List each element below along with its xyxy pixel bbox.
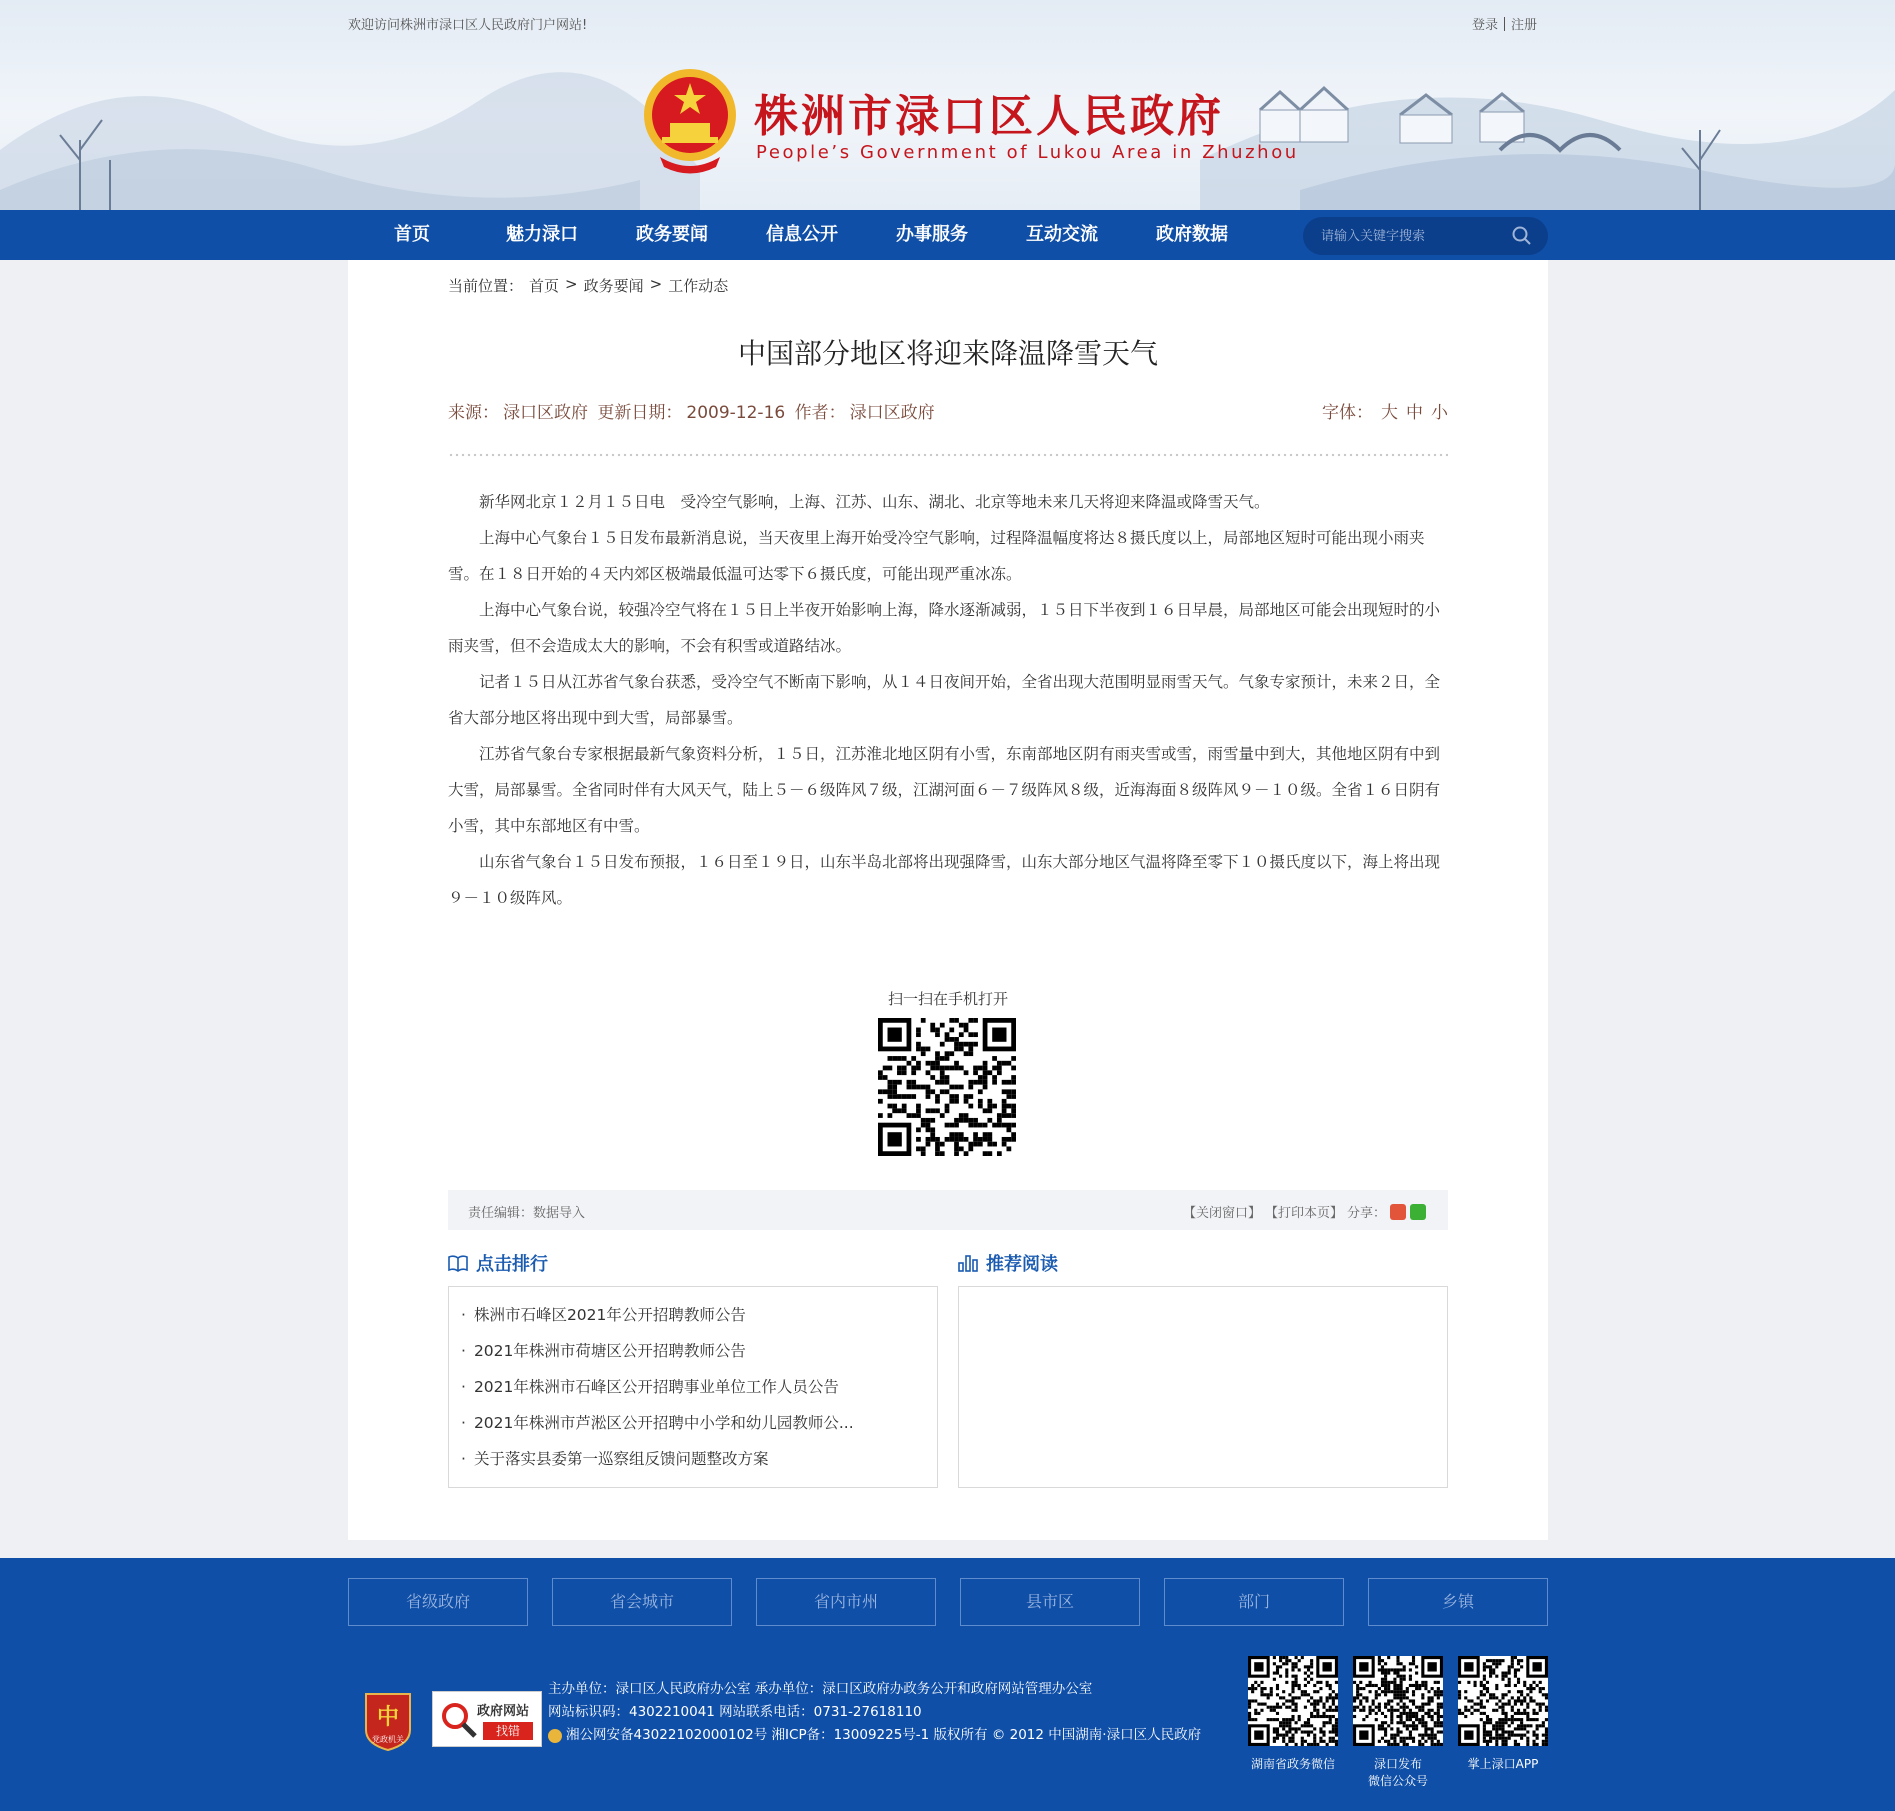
breadcrumb-work-news[interactable]: 工作动态 [668, 277, 729, 295]
gov-site-error-badge[interactable] [432, 1691, 542, 1747]
article-meta [448, 398, 939, 423]
magnifier-icon [439, 1700, 479, 1740]
recommend-header [958, 1250, 1058, 1276]
article-body [448, 484, 1448, 916]
close-window-link[interactable]: 【关闭窗口】 [1182, 1206, 1261, 1221]
party-gov-badge[interactable] [362, 1690, 414, 1752]
footer-link-provincial[interactable]: 省级政府 [348, 1578, 528, 1626]
footer-link-prefectures[interactable]: 省内市州 [756, 1578, 936, 1626]
font-medium-button[interactable]: 中 [1406, 403, 1423, 423]
nav-interaction[interactable]: 互动交流 [1026, 224, 1098, 245]
nav-gov-news[interactable]: 政务要闻 [636, 224, 708, 245]
qr-label: 扫一扫在手机打开 [887, 990, 1008, 1008]
rank-item[interactable]: · 2021年株洲市石峰区公开招聘事业单位工作人员公告 [449, 1369, 937, 1405]
footer-link-departments[interactable]: 部门 [1164, 1578, 1344, 1626]
national-emblem-icon [640, 65, 740, 175]
nav-gov-data[interactable]: 政府数据 [1156, 224, 1228, 245]
footer-host: 主办单位：渌口区人民政府办公室 承办单位：渌口区政府办政务公开和政府网站管理办公室 [548, 1681, 1093, 1697]
share-label: 分享： [1346, 1206, 1386, 1221]
recommend-list [958, 1286, 1448, 1488]
footer-record[interactable]: 湘公网安备43022102000102号 湘ICP备：13009225号-1 版权所有 © 2012 中国湖南·渌口区人民政府 [566, 1727, 1202, 1743]
site-title: 株洲市渌口区人民政府 [754, 91, 1224, 142]
font-large-button[interactable]: 大 [1381, 403, 1398, 423]
breadcrumb [448, 275, 728, 296]
recommend-title: 推荐阅读 [986, 1254, 1058, 1275]
date-label: 更新日期： [597, 403, 683, 423]
site-footer [0, 1558, 1895, 1811]
police-badge-icon [548, 1729, 562, 1743]
qr-code-icon [878, 1018, 1016, 1156]
footer-link-towns[interactable]: 乡镇 [1368, 1578, 1548, 1626]
register-link[interactable]: 注册 [1511, 18, 1538, 33]
wechat-share-icon[interactable] [1410, 1204, 1426, 1220]
qr-label-hunan-wechat: 湖南省政务微信 [1250, 1757, 1335, 1771]
login-links [1472, 14, 1537, 33]
editor-value: 数据导入 [533, 1206, 586, 1221]
badge2-line2: 找错 [483, 1722, 533, 1740]
rank-title: 点击排行 [476, 1254, 548, 1275]
article-paragraph: 记者１５日从江苏省气象台获悉，受冷空气不断南下影响，从１４日夜间开始，全省出现大范围明显雨雪天气。气象专家预计，未来２日，全省大部分地区将出现中到大雪，局部暴雪。 [448, 673, 1441, 727]
author-label: 作者： [794, 403, 846, 423]
nav-services[interactable]: 办事服务 [896, 224, 968, 245]
author-value: 渌口区政府 [849, 403, 935, 423]
main-content [348, 260, 1548, 1540]
date-value: 2009-12-16 [686, 403, 786, 423]
breadcrumb-sep: > [565, 275, 578, 293]
breadcrumb-prefix: 当前位置： [448, 277, 524, 295]
rank-item[interactable]: · 关于落实县委第一巡察组反馈问题整改方案 [449, 1441, 937, 1477]
article-paragraph: 江苏省气象台专家根据最新气象资料分析，１５日，江苏淮北地区阴有小雪，东南部地区阴有雨夹雪或雪，雨雪量中到大，其他地区阴有中到大雪，局部暴雪。全省同时伴有大风天气，陆上５－６级阵风７级，江湖河面６－７级阵风８级，近海海面８级阵风９－１０级。全省１６日阴有小雪，其中东部地区有中雪。 [448, 745, 1441, 835]
rank-item[interactable]: · 株洲市石峰区2021年公开招聘教师公告 [449, 1297, 937, 1333]
login-link[interactable]: 登录 [1472, 18, 1499, 33]
footer-link-capitals[interactable]: 省会城市 [552, 1578, 732, 1626]
badge2-line1: 政府网站 [477, 1704, 530, 1719]
rank-header [448, 1250, 548, 1276]
breadcrumb-gov-news[interactable]: 政务要闻 [583, 277, 644, 295]
article-title: 中国部分地区将迎来降温降雪天气 [737, 337, 1158, 370]
footer-record-row [548, 1724, 1201, 1747]
qr-code-icon [1353, 1656, 1443, 1746]
search-box [1303, 217, 1548, 255]
print-page-link[interactable]: 【打印本页】 [1264, 1206, 1343, 1221]
search-icon[interactable] [1511, 225, 1533, 247]
welcome-text: 欢迎访问株洲市渌口区人民政府门户网站! [348, 18, 588, 33]
editor-bar [448, 1190, 1448, 1230]
footer-info [548, 1678, 1201, 1747]
qr-code-icon [1458, 1656, 1548, 1746]
search-input[interactable] [1321, 217, 1511, 255]
divider [1504, 17, 1505, 31]
svg-text:中: 中 [376, 1705, 400, 1730]
breadcrumb-home[interactable]: 首页 [529, 277, 560, 295]
breadcrumb-sep: > [649, 275, 663, 293]
font-small-button[interactable]: 小 [1431, 403, 1448, 423]
main-nav [0, 210, 1895, 260]
footer-link-counties[interactable]: 县市区 [960, 1578, 1140, 1626]
site-subtitle: People’s Government of Lukou Area in Zhuzhou [756, 142, 1299, 163]
site-header [0, 0, 1895, 210]
rank-item[interactable]: · 2021年株洲市芦淞区公开招聘中小学和幼儿园教师公... [449, 1405, 937, 1441]
bar-chart-icon [958, 1254, 978, 1272]
article-paragraph: 新华网北京１２月１５日电 受冷空气影响，上海、江苏、山东、湖北、北京等地未来几天将迎来降温或降雪天气。 [479, 493, 1270, 511]
font-size-switch [1322, 398, 1448, 423]
nav-charm-lukou[interactable]: 魅力渌口 [506, 224, 578, 245]
nav-home[interactable]: 首页 [394, 224, 430, 245]
article-paragraph: 上海中心气象台说，较强冷空气将在１５日上半夜开始影响上海，降水逐渐减弱，１５日下半夜到１６日早晨，局部地区可能会出现短时的小雨夹雪，但不会造成太大的影响，不会有积雪或道路结冰。 [448, 601, 1441, 655]
article-paragraph: 上海中心气象台１５日发布最新消息说，当天夜里上海开始受冷空气影响，过程降温幅度将达８摄氏度以上，局部地区短时可能出现小雨夹雪。在１８日开始的４天内郊区极端最低温可达零下６摄氏度，可能出现严重冰冻。 [448, 529, 1425, 583]
font-size-label: 字体： [1322, 403, 1373, 423]
rank-item[interactable]: · 2021年株洲市荷塘区公开招聘教师公告 [449, 1333, 937, 1369]
editor-info [468, 1202, 585, 1221]
rank-list [448, 1286, 938, 1488]
shield-icon [362, 1690, 414, 1752]
weibo-share-icon[interactable] [1390, 1204, 1406, 1220]
qr-label-lukou-official: 渌口发布 微信公众号 [1367, 1757, 1428, 1788]
source-value: 渌口区政府 [503, 403, 588, 423]
footer-site-code: 网站标识码：4302210041 网站联系电话：0731-27618110 [548, 1704, 922, 1720]
qr-label-app: 掌上渌口APP [1467, 1757, 1539, 1771]
article-paragraph: 山东省气象台１５日发布预报，１６日至１９日，山东半岛北部将出现强降雪，山东大部分地区气温将降至零下１０摄氏度以下，海上将出现９－１０级阵风。 [448, 853, 1441, 907]
nav-info-disclosure[interactable]: 信息公开 [766, 224, 838, 245]
badge1-text: 党政机关 [372, 1735, 404, 1744]
dotted-divider [448, 452, 1448, 458]
source-label: 来源： [448, 403, 499, 423]
article-tools [1183, 1202, 1426, 1221]
editor-label: 责任编辑： [468, 1206, 534, 1221]
qr-code-icon [1248, 1656, 1338, 1746]
book-icon [448, 1254, 468, 1272]
